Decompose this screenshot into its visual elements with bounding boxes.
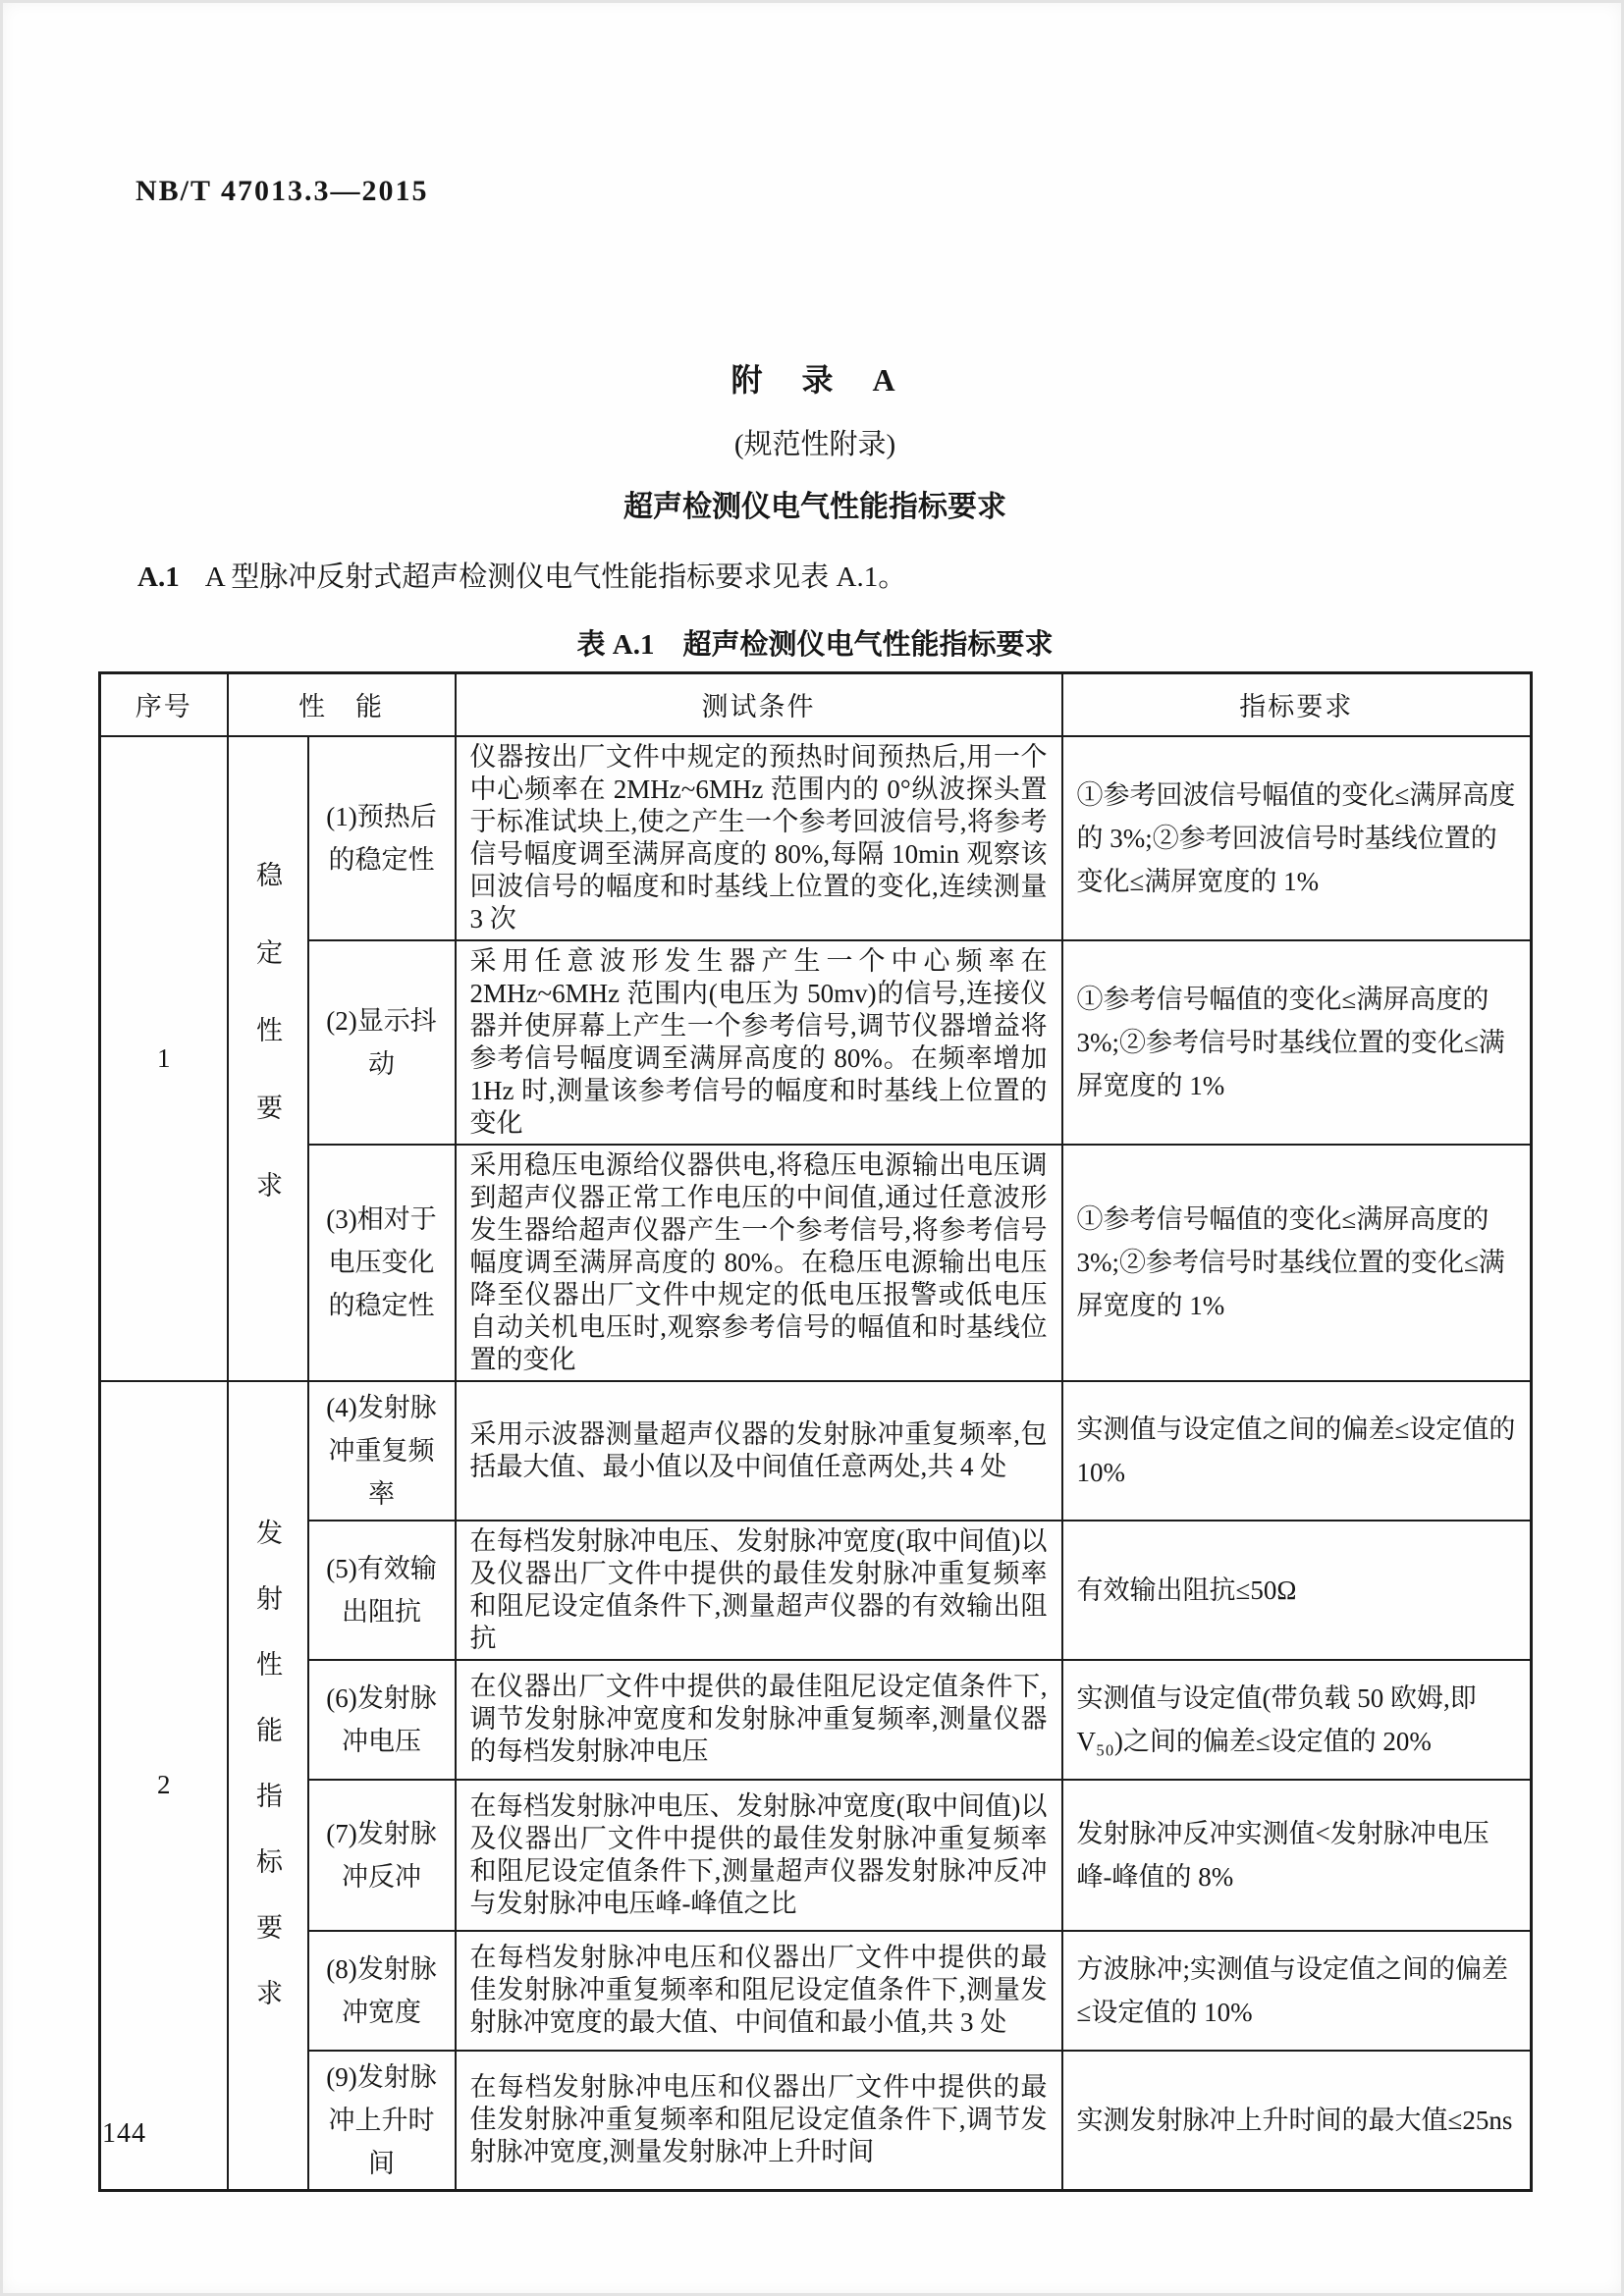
table-container	[98, 671, 1530, 2192]
table-row	[100, 940, 1532, 1145]
table-header-row	[100, 673, 1532, 736]
test-condition: 在仪器出厂文件中提供的最佳阻尼设定值条件下,调节发射脉冲宽度和发射脉冲重复频率,测量仪器的每档发射脉冲电压	[456, 1660, 1062, 1780]
group-category	[228, 736, 308, 1381]
clause-a1-paragraph	[137, 560, 1532, 595]
performance-item: (7)发射脉冲反冲	[308, 1780, 456, 1931]
col-header-requirement: 指标要求	[1062, 673, 1532, 736]
requirement: ①参考回波信号幅值的变化≤满屏高度的 3%;②参考回波信号时基线位置的变化≤满屏宽度的 1%	[1062, 736, 1532, 940]
performance-item: (4)发射脉冲重复频率	[308, 1381, 456, 1521]
requirement: 实测发射脉冲上升时间的最大值≤25ns	[1062, 2051, 1532, 2191]
test-condition: 采用示波器测量超声仪器的发射脉冲重复频率,包括最大值、最小值以及中间值任意两处,共 4 处	[456, 1381, 1062, 1521]
requirement: 实测值与设定值之间的偏差≤设定值的 10%	[1062, 1381, 1532, 1521]
table-row	[100, 2051, 1532, 2191]
test-condition: 在每档发射脉冲电压、发射脉冲宽度(取中间值)以及仪器出厂文件中提供的最佳发射脉冲重复频率和阻尼设定值条件下,测量超声仪器发射脉冲反冲与发射脉冲电压峰-峰值之比	[456, 1780, 1062, 1931]
clause-text: A 型脉冲反射式超声检测仪电气性能指标要求见表 A.1。	[204, 561, 907, 593]
group-seq: 1	[100, 736, 228, 1381]
page-number: 144	[102, 2118, 146, 2149]
requirement: 有效输出阻抗≤50Ω	[1062, 1521, 1532, 1660]
test-condition: 采用任意波形发生器产生一个中心频率在 2MHz~6MHz 范围内(电压为 50mv)的信号,连接仪器并使屏幕上产生一个参考信号,调节仪器增益将参考信号幅度调至满屏高度的 80%。在频率增加 1Hz 时,测量该参考信号的幅度和时基线上位置的变化	[456, 940, 1062, 1145]
performance-item: (8)发射脉冲宽度	[308, 1931, 456, 2051]
appendix-heading: 超声检测仪电气性能指标要求	[623, 491, 1006, 523]
test-condition: 在每档发射脉冲电压、发射脉冲宽度(取中间值)以及仪器出厂文件中提供的最佳发射脉冲重复频率和阻尼设定值条件下,测量超声仪器的有效输出阻抗	[456, 1521, 1062, 1660]
clause-label: A.1	[137, 561, 180, 593]
table-row	[100, 1931, 1532, 2051]
performance-item: (2)显示抖动	[308, 940, 456, 1145]
table-row	[100, 1381, 1532, 1521]
group-seq: 2	[100, 1381, 228, 2191]
col-header-performance: 性 能	[228, 673, 456, 736]
test-condition: 在每档发射脉冲电压和仪器出厂文件中提供的最佳发射脉冲重复频率和阻尼设定值条件下,测量发射脉冲宽度的最大值、中间值和最小值,共 3 处	[456, 1931, 1062, 2051]
table-row	[100, 1145, 1532, 1381]
performance-item: (9)发射脉冲上升时间	[308, 2051, 456, 2191]
appendix-subtitle: (规范性附录)	[733, 429, 896, 460]
group-category-label: 发射性能指标要求	[252, 1519, 282, 2045]
standard-number: NB/T 47013.3—2015	[135, 175, 429, 207]
performance-item: (3)相对于电压变化的稳定性	[308, 1145, 456, 1381]
table-row	[100, 736, 1532, 940]
test-condition: 在每档发射脉冲电压和仪器出厂文件中提供的最佳发射脉冲重复频率和阻尼设定值条件下,调节发射脉冲宽度,测量发射脉冲上升时间	[456, 2051, 1062, 2191]
col-header-condition: 测试条件	[456, 673, 1062, 736]
group-category	[228, 1381, 308, 2191]
test-condition: 采用稳压电源给仪器供电,将稳压电源输出电压调到超声仪器正常工作电压的中间值,通过任意波形发生器给超声仪器产生一个参考信号,将参考信号幅度调至满屏高度的 80%。在稳压电源输出电压降至仪器出厂文件中规定的低电压报警或低电压自动关机电压时,观察参考信号的幅值和时基线位置的变化	[456, 1145, 1062, 1381]
table-row	[100, 1521, 1532, 1660]
test-condition: 仪器按出厂文件中规定的预热时间预热后,用一个中心频率在 2MHz~6MHz 范围内的 0°纵波探头置于标准试块上,使之产生一个参考回波信号,将参考信号幅度调至满屏高度的 80%,每隔 10min 观察该回波信号的幅度和时基线上位置的变化,连续测量 3 次	[456, 736, 1062, 940]
appendix-title-block	[98, 355, 1532, 525]
performance-item: (5)有效输出阻抗	[308, 1521, 456, 1660]
table-row	[100, 1660, 1532, 1780]
performance-item: (6)发射脉冲电压	[308, 1660, 456, 1780]
requirement: 实测值与设定值(带负载 50 欧姆,即 V₅₀)之间的偏差≤设定值的 20%	[1062, 1660, 1532, 1780]
requirement: 方波脉冲;实测值与设定值之间的偏差≤设定值的 10%	[1062, 1931, 1532, 2051]
table-row	[100, 1780, 1532, 1931]
group-category-label: 稳定性要求	[252, 861, 282, 1249]
appendix-title: 附 录 A	[731, 362, 899, 398]
spec-table	[98, 671, 1533, 2192]
requirement: ①参考信号幅值的变化≤满屏高度的 3%;②参考信号时基线位置的变化≤满屏宽度的 1%	[1062, 940, 1532, 1145]
col-header-seq: 序号	[100, 673, 228, 736]
requirement: ①参考信号幅值的变化≤满屏高度的 3%;②参考信号时基线位置的变化≤满屏宽度的 1%	[1062, 1145, 1532, 1381]
table-caption: 表 A.1 超声检测仪电气性能指标要求	[576, 629, 1054, 661]
requirement: 发射脉冲反冲实测值<发射脉冲电压峰-峰值的 8%	[1062, 1780, 1532, 1931]
performance-item: (1)预热后的稳定性	[308, 736, 456, 940]
